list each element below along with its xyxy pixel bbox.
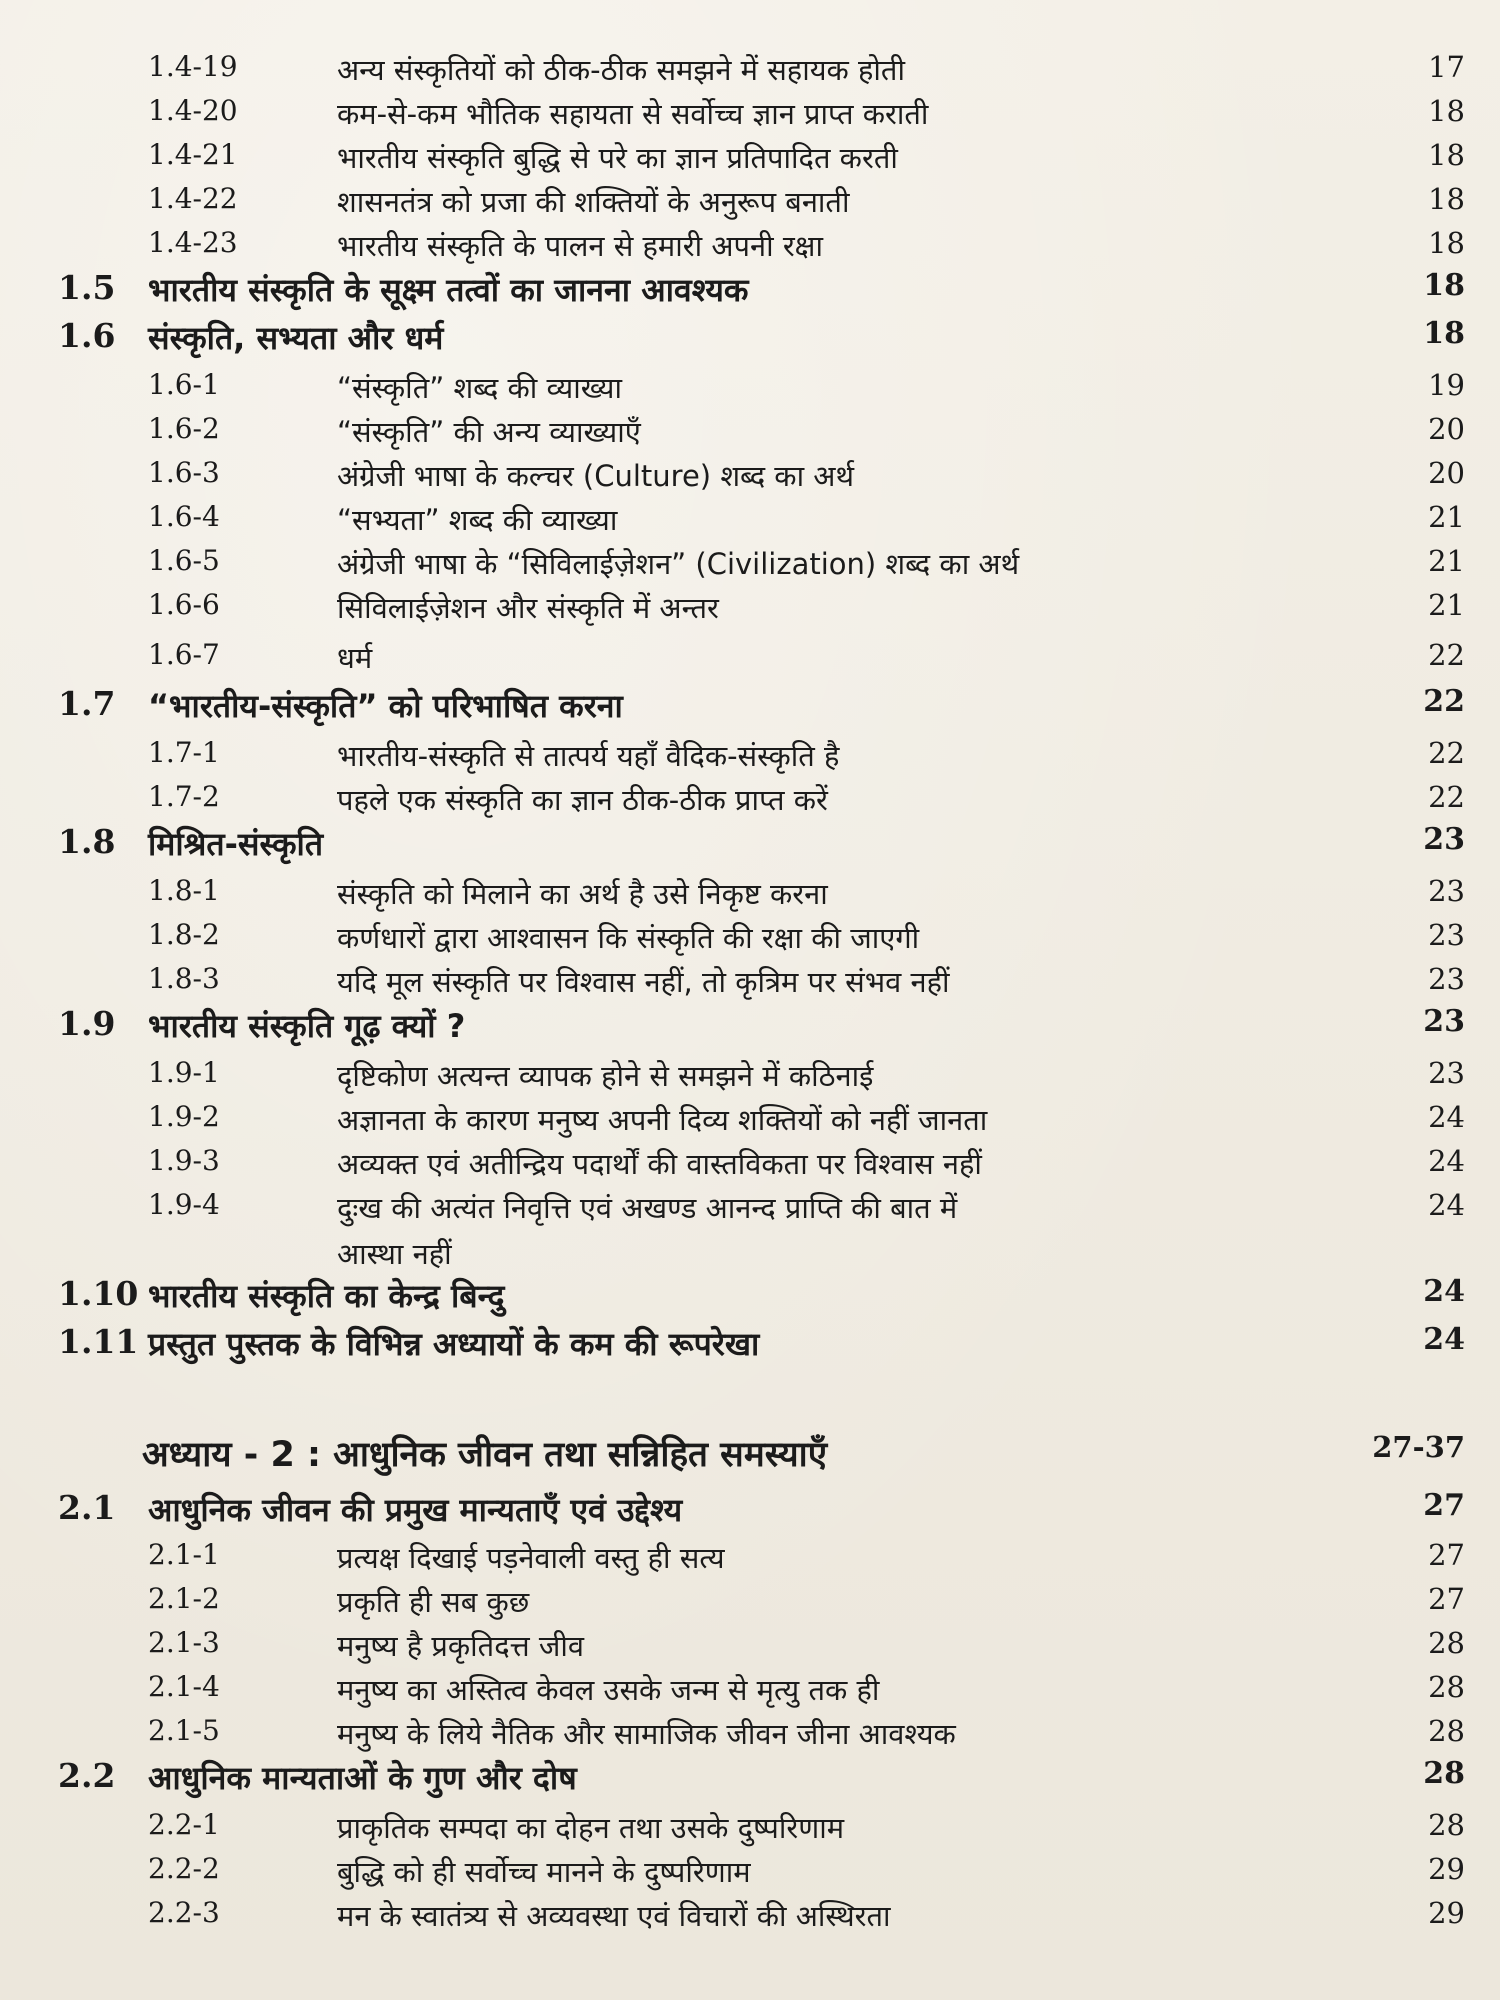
section-number: 1.7 [58,684,116,723]
entry-title: कम-से-कम भौतिक सहायता से सर्वोच्च ज्ञान प्राप्त कराती [337,97,929,131]
entry-number: 1.6-4 [148,500,220,533]
entry-title: सिविलाईज़ेशन और संस्कृति में अन्तर [337,591,719,625]
entry-page: 20 [1428,412,1465,446]
entry-title: शासनतंत्र को प्रजा की शक्तियों के अनुरूप बनाती [337,185,850,219]
section-title: आधुनिक मान्यताओं के गुण और दोष [148,1759,577,1797]
section-page: 24 [1423,1322,1465,1357]
section-title: प्रस्तुत पुस्तक के विभिन्न अध्यायों के कम की रूपरेखा [148,1325,760,1363]
entry-title: धर्म [337,641,373,675]
entry-page: 22 [1428,638,1465,672]
entry-title: मनुष्य के लिये नैतिक और सामाजिक जीवन जीना आवश्यक [337,1717,956,1751]
entry-page: 27 [1428,1582,1465,1616]
entry-number: 1.6-3 [148,456,220,489]
entry-page: 23 [1428,918,1465,952]
entry-title: यदि मूल संस्कृति पर विश्वास नहीं, तो कृत्रिम पर संभव नहीं [337,965,950,999]
section-number: 2.2 [58,1756,116,1795]
entry-page: 28 [1428,1714,1465,1748]
entry-number: 1.7-1 [148,736,220,769]
entry-number: 1.9-4 [148,1188,220,1221]
entry-number: 1.4-21 [148,138,238,171]
section-number: 1.8 [58,822,116,861]
entry-title: अन्य संस्कृतियों को ठीक-ठीक समझने में सहायक होती [337,53,905,87]
entry-title: कर्णधारों द्वारा आश्वासन कि संस्कृति की रक्षा की जाएगी [337,921,920,955]
entry-title: दुःख की अत्यंत निवृत्ति एवं अखण्ड आनन्द प्राप्ति की बात में [337,1191,958,1225]
section-title: मिश्रित-संस्कृति [148,825,324,863]
entry-title: मनुष्य का अस्तित्व केवल उसके जन्म से मृत्यु तक ही [337,1673,880,1707]
entry-title: दृष्टिकोण अत्यन्त व्यापक होने से समझने में कठिनाई [337,1059,874,1093]
entry-page: 28 [1428,1626,1465,1660]
entry-title: प्रत्यक्ष दिखाई पड़नेवाली वस्तु ही सत्य [337,1541,725,1575]
entry-page: 24 [1428,1100,1465,1134]
section-title: भारतीय संस्कृति का केन्द्र बिन्दु [148,1277,505,1315]
entry-number: 1.4-23 [148,226,238,259]
entry-page: 29 [1428,1896,1465,1930]
entry-page: 22 [1428,736,1465,770]
entry-title: अंग्रेजी भाषा के कल्चर (Culture) शब्द का अर्थ [337,459,854,493]
section-page: 18 [1423,316,1465,351]
entry-number: 1.6-7 [148,638,220,671]
entry-number: 1.8-3 [148,962,220,995]
entry-number: 2.2-2 [148,1852,220,1885]
entry-page: 21 [1428,588,1465,622]
entry-page: 28 [1428,1670,1465,1704]
entry-title: मन के स्वातंत्र्य से अव्यवस्था एवं विचारों की अस्थिरता [337,1899,891,1933]
section-page: 23 [1423,822,1465,857]
entry-page: 21 [1428,500,1465,534]
entry-number: 1.6-2 [148,412,220,445]
section-number: 1.10 [58,1274,139,1313]
entry-number: 1.9-1 [148,1056,220,1089]
section-page: 23 [1423,1004,1465,1039]
entry-number: 2.2-1 [148,1808,220,1841]
entry-page: 22 [1428,780,1465,814]
entry-title: “सभ्यता” शब्द की व्याख्या [337,503,618,537]
entry-number: 1.6-6 [148,588,220,621]
section-page: 24 [1423,1274,1465,1309]
chapter-pages: 27-37 [1372,1430,1465,1464]
entry-page: 23 [1428,1056,1465,1090]
section-page: 18 [1423,268,1465,303]
entry-page: 18 [1428,94,1465,128]
entry-page: 24 [1428,1144,1465,1178]
entry-title: अव्यक्त एवं अतीन्द्रिय पदार्थों की वास्तविकता पर विश्वास नहीं [337,1147,982,1181]
entry-page: 29 [1428,1852,1465,1886]
section-number: 2.1 [58,1488,116,1527]
entry-page: 28 [1428,1808,1465,1842]
entry-number: 1.4-19 [148,50,238,83]
section-number: 1.5 [58,268,116,307]
entry-title: “संस्कृति” शब्द की व्याख्या [337,371,623,405]
entry-number: 2.1-2 [148,1582,220,1615]
entry-title: भारतीय संस्कृति के पालन से हमारी अपनी रक्षा [337,229,823,263]
entry-title: प्रकृति ही सब कुछ [337,1585,530,1619]
entry-title: पहले एक संस्कृति का ज्ञान ठीक-ठीक प्राप्त करें [337,783,828,817]
entry-number: 1.9-2 [148,1100,220,1133]
entry-page: 24 [1428,1188,1465,1222]
entry-title: संस्कृति को मिलाने का अर्थ है उसे निकृष्ट करना [337,877,828,911]
entry-page: 27 [1428,1538,1465,1572]
entry-page: 20 [1428,456,1465,490]
section-title: आधुनिक जीवन की प्रमुख मान्यताएँ एवं उद्देश्य [148,1491,683,1529]
entry-number: 1.4-20 [148,94,238,127]
entry-number: 1.7-2 [148,780,220,813]
entry-title: अज्ञानता के कारण मनुष्य अपनी दिव्य शक्तियों को नहीं जानता [337,1103,988,1137]
entry-number: 1.8-2 [148,918,220,951]
entry-number: 2.1-1 [148,1538,220,1571]
entry-page: 18 [1428,226,1465,260]
entry-title: भारतीय संस्कृति बुद्धि से परे का ज्ञान प्रतिपादित करती [337,141,898,175]
section-title: भारतीय संस्कृति के सूक्ष्म तत्वों का जानना आवश्यक [148,271,749,309]
entry-page: 21 [1428,544,1465,578]
entry-title: प्राकृतिक सम्पदा का दोहन तथा उसके दुष्परिणाम [337,1811,845,1845]
entry-page: 23 [1428,874,1465,908]
chapter-title: अध्याय - 2 : आधुनिक जीवन तथा सन्निहित समस्याएँ [142,1435,828,1475]
section-title: भारतीय संस्कृति गूढ़ क्यों ? [148,1007,466,1045]
entry-number: 2.2-3 [148,1896,220,1929]
entry-title: मनुष्य है प्रकृतिदत्त जीव [337,1629,585,1663]
section-number: 1.11 [58,1322,139,1361]
entry-number: 1.8-1 [148,874,220,907]
section-page: 27 [1423,1488,1465,1523]
entry-page: 17 [1428,50,1465,84]
section-page: 28 [1423,1756,1465,1791]
entry-page: 18 [1428,138,1465,172]
entry-page: 23 [1428,962,1465,996]
entry-title: “संस्कृति” की अन्य व्याख्याएँ [337,415,641,449]
entry-number: 2.1-3 [148,1626,220,1659]
entry-page: 19 [1428,368,1465,402]
entry-title: भारतीय-संस्कृति से तात्पर्य यहाँ वैदिक-संस्कृति है [337,739,840,773]
entry-number: 2.1-5 [148,1714,220,1747]
entry-number: 1.9-3 [148,1144,220,1177]
entry-title-continuation: आस्था नहीं [337,1237,452,1271]
entry-title: बुद्धि को ही सर्वोच्च मानने के दुष्परिणाम [337,1855,751,1889]
section-title: संस्कृति, सभ्यता और धर्म [148,319,444,357]
entry-title: अंग्रेजी भाषा के “सिविलाईज़ेशन” (Civilization) शब्द का अर्थ [337,547,1020,581]
section-number: 1.9 [58,1004,116,1043]
entry-page: 18 [1428,182,1465,216]
entry-number: 1.6-5 [148,544,220,577]
section-number: 1.6 [58,316,116,355]
section-page: 22 [1423,684,1465,719]
entry-number: 1.4-22 [148,182,238,215]
entry-number: 1.6-1 [148,368,220,401]
section-title: “भारतीय-संस्कृति” को परिभाषित करना [148,687,623,725]
entry-number: 2.1-4 [148,1670,220,1703]
